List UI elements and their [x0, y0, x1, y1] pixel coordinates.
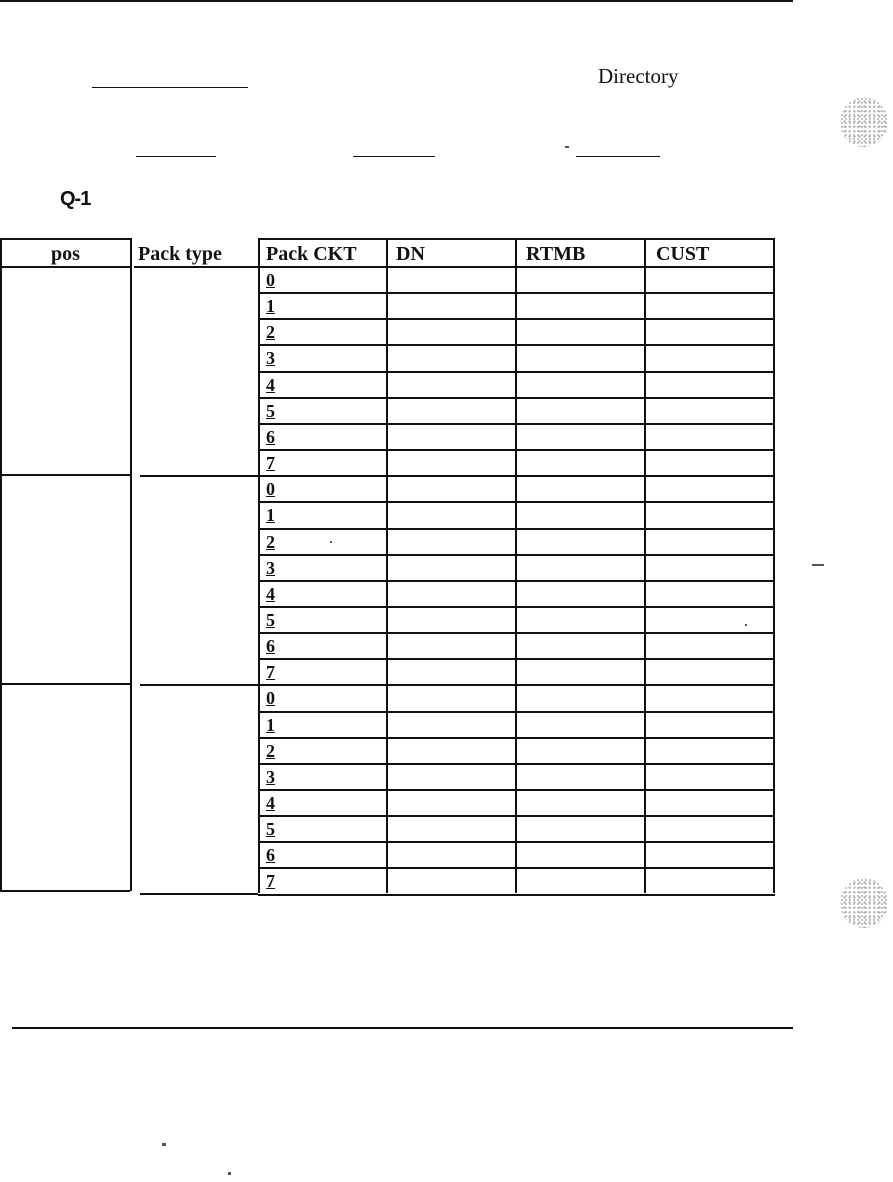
- pack-type-rule-3: [140, 893, 258, 895]
- pack-ckt-number: 7: [266, 662, 275, 682]
- pack-ckt-number: 4: [266, 375, 275, 395]
- grid-v-0: [258, 238, 260, 893]
- pack-ckt-number: 3: [266, 767, 275, 787]
- pack-ckt-number: 0: [266, 479, 275, 499]
- pack-ckt-number: 7: [266, 871, 275, 891]
- pack-ckt-number: 0: [266, 270, 275, 290]
- row-rule: [258, 658, 775, 660]
- scan-mark: [812, 564, 824, 566]
- row-rule: [258, 371, 775, 373]
- pack-ckt-number: 1: [266, 715, 275, 735]
- pack-ckt-number: 7: [266, 453, 275, 473]
- binder-hole-top: [840, 97, 888, 147]
- row-rule: [258, 292, 775, 294]
- scan-mark: [745, 624, 747, 626]
- name-blank: [92, 87, 248, 88]
- pack-ckt-number: 3: [266, 348, 275, 368]
- pack-ckt-number: 2: [266, 741, 275, 761]
- directory-label: Directory: [598, 64, 679, 88]
- row-rule: [258, 867, 775, 869]
- pack-ckt-number: 0: [266, 688, 275, 708]
- row-rule: [258, 737, 775, 739]
- row-rule: [258, 344, 775, 346]
- pos-left: [0, 238, 2, 891]
- row-rule: [258, 449, 775, 451]
- row-rule: [258, 711, 775, 713]
- scan-mark: [565, 146, 569, 148]
- field-blank-2: [353, 156, 435, 157]
- col-header-rtmb: RTMB: [526, 243, 586, 265]
- row-rule: [258, 501, 775, 503]
- grid-top: [258, 238, 775, 240]
- mid-rule: [12, 1027, 793, 1029]
- row-rule: [258, 528, 775, 530]
- pos-divider-1: [0, 474, 130, 476]
- pos-header-rule: [0, 266, 130, 268]
- pack-ckt-number: 6: [266, 636, 275, 656]
- pack-ckt-number: 5: [266, 401, 275, 421]
- row-rule: [258, 266, 775, 268]
- grid-v-4: [773, 238, 775, 893]
- pack-type-rule-1: [140, 475, 258, 477]
- col-header-pack-type: Pack type: [138, 243, 222, 265]
- pack-type-rule-2: [140, 684, 258, 686]
- col-header-pos: pos: [51, 243, 80, 265]
- col-header-cust: CUST: [656, 243, 710, 265]
- col-header-pack-ckt: Pack CKT: [266, 243, 357, 265]
- grid-v-3: [644, 238, 646, 893]
- field-blank-3: [576, 156, 660, 157]
- row-rule: [258, 475, 775, 477]
- pack-ckt-number: 4: [266, 793, 275, 813]
- binder-hole-bottom: [840, 878, 888, 928]
- pack-ckt-number: 2: [266, 322, 275, 342]
- pack-ckt-number: 1: [266, 505, 275, 525]
- grid-v-1: [386, 238, 388, 893]
- top-rule: [0, 0, 793, 2]
- pack-ckt-number: 4: [266, 584, 275, 604]
- pos-bottom: [0, 890, 130, 892]
- pos-right: [130, 238, 132, 891]
- field-blank-1: [136, 156, 216, 157]
- grid-bottom: [258, 894, 775, 896]
- pack-ckt-number: 2: [266, 532, 275, 552]
- pos-top: [0, 238, 130, 240]
- pack-ckt-number: 3: [266, 558, 275, 578]
- row-rule: [258, 789, 775, 791]
- row-rule: [258, 397, 775, 399]
- pos-divider-2: [0, 683, 130, 685]
- row-rule: [258, 632, 775, 634]
- pack-ckt-number: 1: [266, 296, 275, 316]
- row-rule: [258, 815, 775, 817]
- grid-v-2: [515, 238, 517, 893]
- scan-mark: [330, 541, 332, 543]
- row-rule: [258, 684, 775, 686]
- pack-ckt-number: 6: [266, 427, 275, 447]
- col-header-dn: DN: [396, 243, 425, 265]
- pack-ckt-number: 5: [266, 819, 275, 839]
- pack-ckt-number: 5: [266, 610, 275, 630]
- row-rule: [258, 763, 775, 765]
- row-rule: [258, 554, 775, 556]
- row-rule: [258, 841, 775, 843]
- row-rule: [258, 580, 775, 582]
- scan-mark: [228, 1172, 231, 1175]
- pack-ckt-number: 6: [266, 845, 275, 865]
- row-rule: [258, 318, 775, 320]
- row-rule: [258, 606, 775, 608]
- scan-mark: [162, 1143, 166, 1146]
- row-rule: [258, 423, 775, 425]
- section-label: Q-1: [60, 188, 91, 210]
- pack-type-rule-header: [134, 266, 258, 268]
